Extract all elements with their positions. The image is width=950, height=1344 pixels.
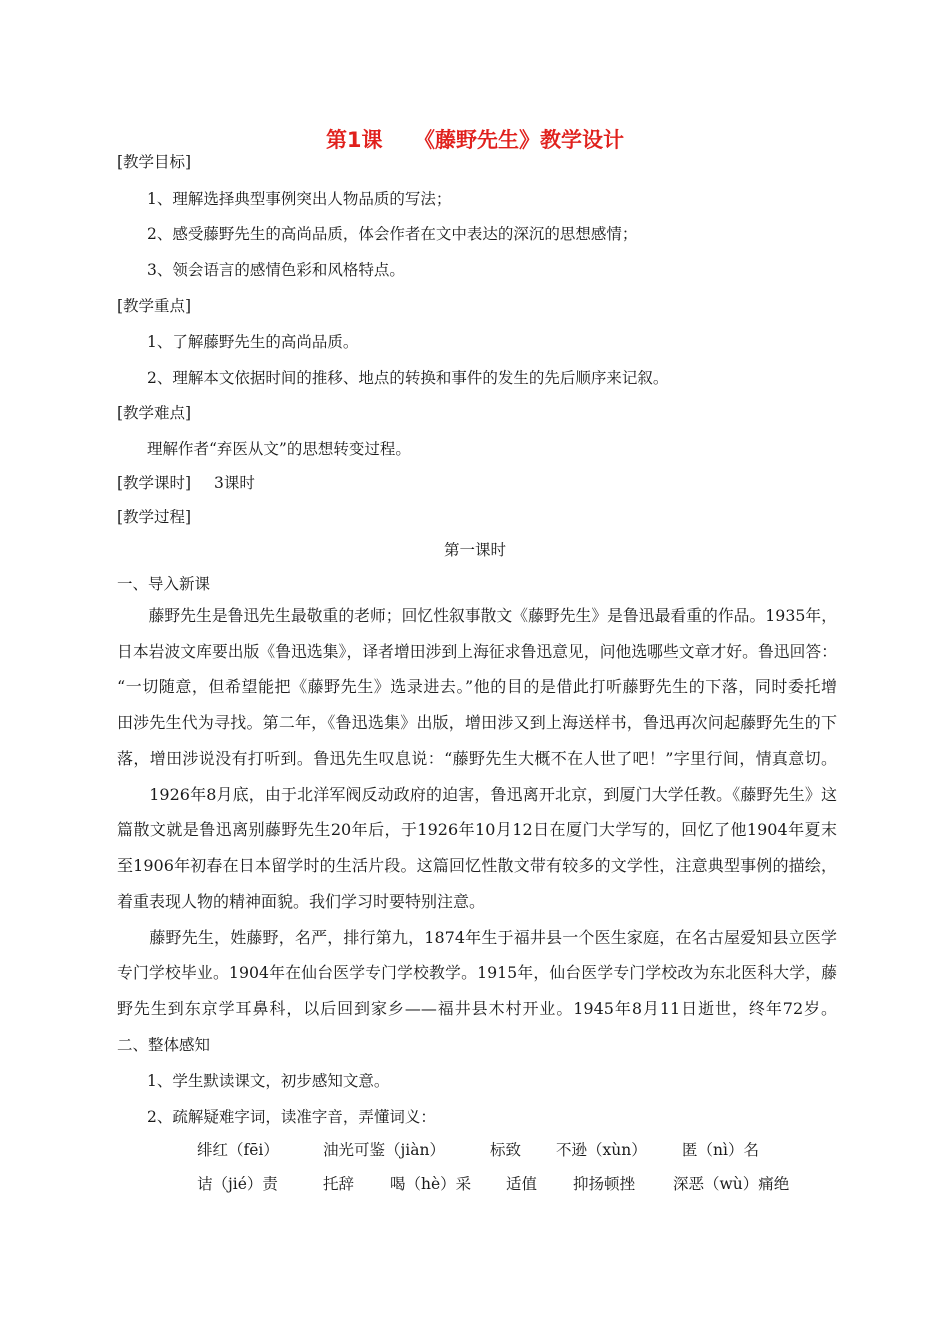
hours-heading: [教学课时] — [117, 474, 192, 492]
list-item: 2、疏解疑难字词，读准字音，弄懂词义： — [147, 1108, 436, 1126]
paragraph-line: 落，增田涉说没有打听到。鲁迅先生叹息说：“藤野先生大概不在人世了吧！”字里行间，情真意切。 — [117, 749, 837, 768]
vocab-term: 标致 — [490, 1141, 522, 1159]
vocab-term: 抑扬顿挫 — [573, 1175, 636, 1193]
difficulty-heading: [教学难点] — [117, 404, 192, 422]
objective-item: 1、理解选择典型事例突出人物品质的写法； — [147, 190, 452, 208]
paragraph-line: 1926年8月底，由于北洋军阀反动政府的迫害，鲁迅离开北京，到厦门大学任教。《藤野先生》这 — [117, 785, 837, 804]
vocab-term: 喝（hè）采 — [390, 1175, 472, 1193]
paragraph-line: 藤野先生是鲁迅先生最敬重的老师；回忆性叙事散文《藤野先生》是鲁迅最看重的作品。1935年， — [117, 606, 837, 625]
objective-item: 3、领会语言的感情色彩和风格特点。 — [147, 261, 405, 279]
paragraph-line: 田涉先生代为寻找。第二年，《鲁迅选集》出版，增田涉又到上海送样书，鲁迅再次问起藤野先生的下 — [117, 713, 837, 732]
vocab-term: 绯红（fēi） — [197, 1141, 279, 1159]
paragraph-line: 专门学校毕业。1904年在仙台医学专门学校教学。1915年，仙台医学专门学校改为东北医科大学，藤 — [117, 963, 837, 982]
vocab-term: 深恶（wù）痛绝 — [673, 1175, 790, 1193]
section-heading: 二、整体感知 — [117, 1036, 211, 1054]
key-point-item: 2、理解本文依据时间的推移、地点的转换和事件的发生的先后顺序来记叙。 — [147, 369, 669, 387]
paragraph-line: 篇散文就是鲁迅离别藤野先生20年后，于1926年10月12日在厦门大学写的，回忆了他1904年夏末 — [117, 820, 837, 839]
paragraph-line: 着重表现人物的精神面貌。我们学习时要特别注意。 — [117, 892, 486, 911]
objectives-heading: [教学目标] — [117, 153, 192, 171]
objective-item: 2、感受藤野先生的高尚品质，体会作者在文中表达的深沉的思想感情； — [147, 225, 638, 243]
process-heading: [教学过程] — [117, 508, 192, 526]
list-item: 1、学生默读课文，初步感知文意。 — [147, 1072, 390, 1090]
hours-value: 3课时 — [214, 474, 255, 492]
paragraph-line: 至1906年初春在日本留学时的生活片段。这篇回忆性散文带有较多的文学性，注意典型事例的描绘， — [117, 856, 837, 875]
paragraph-line: 野先生到东京学耳鼻科，以后回到家乡——福井县木村开业。1945年8月11日逝世，终年72岁。 — [117, 999, 837, 1018]
vocab-term: 适值 — [506, 1175, 538, 1193]
vocab-term: 托辞 — [323, 1175, 355, 1193]
key-points-heading: [教学重点] — [117, 297, 192, 315]
section-heading: 一、导入新课 — [117, 575, 211, 593]
page-title: 第1课 《藤野先生》教学设计 — [325, 128, 625, 152]
vocab-term: 诘（jié）责 — [197, 1175, 278, 1193]
paragraph-line: 藤野先生，姓藤野，名严，排行第九，1874年生于福井县一个医生家庭，在名古屋爱知县立医学 — [117, 928, 837, 947]
lesson-title: 第一课时 — [443, 541, 506, 559]
key-point-item: 1、了解藤野先生的高尚品质。 — [147, 333, 359, 351]
difficulty-text: 理解作者“弃医从文”的思想转变过程。 — [147, 440, 411, 458]
vocab-term: 不逊（xùn） — [556, 1141, 647, 1159]
vocab-term: 匿（nì）名 — [682, 1141, 759, 1159]
vocab-term: 油光可鉴（jiàn） — [323, 1141, 445, 1159]
paragraph-line: “一切随意，但希望能把《藤野先生》选录进去。”他的目的是借此打听藤野先生的下落，同时委托增 — [117, 677, 837, 696]
paragraph-line: 日本岩波文库要出版《鲁迅选集》，译者增田涉到上海征求鲁迅意见，问他选哪些文章才好。鲁迅回答： — [117, 642, 837, 661]
